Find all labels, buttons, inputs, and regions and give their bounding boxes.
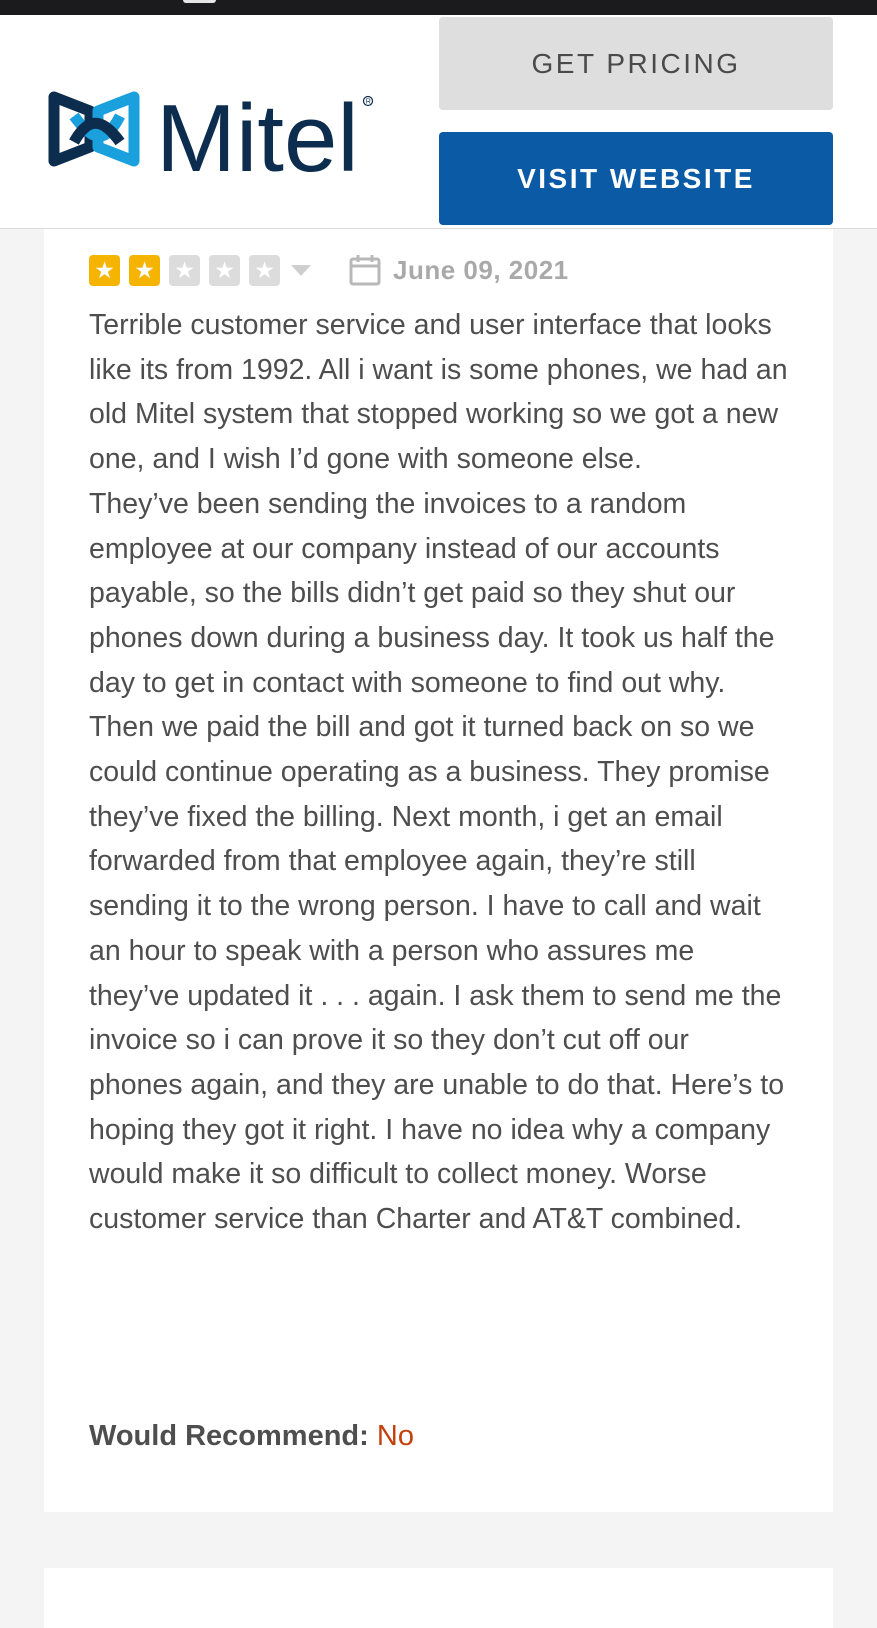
rating-row [89, 254, 569, 286]
review-body [89, 303, 789, 1242]
star-icon: ★ [169, 255, 200, 286]
visit-website-button[interactable]: VISIT WEBSITE [439, 132, 833, 225]
review-paragraph-2: They’ve been sending the invoices to a random employee at our company instead of our accounts payable, so the bills didn’t get paid so they shut our phones down during a business day. It took us half the day to get in contact with someone to find out why. Then we paid the bill and got it turned back on so we could continue operating as a business. They promise they’ve fixed the billing. Next month, i get an email forwarded from that employee again, they’re still sending it to the wrong person. I have to call and wait an hour to speak with a person who assures me they’ve updated it . . . again. I ask them to send me the invoice so i can prove it so they don’t cut off our phones again, and they are unable to do that. Here’s to hoping they got it right. I have no idea why a company would make it so difficult to collect money. Worse customer service than Charter and AT&T combined. [89, 487, 785, 1236]
mitel-logo-icon[interactable] [46, 81, 391, 177]
recommend-label: Would Recommend: [89, 1420, 369, 1452]
star-rating [89, 255, 289, 286]
star-icon: ★ [209, 255, 240, 286]
get-pricing-button[interactable]: GET PRICING [439, 17, 833, 110]
would-recommend [89, 1420, 414, 1453]
logo-wordmark: Mitel [156, 85, 359, 177]
review-paragraph-1: Terrible customer service and user interface that looks like its from 1992. All i want is some phones, we had an old Mitel system that stopped working so we got a new one, and I wish I’d gone with someone else. [89, 309, 788, 476]
next-review-card [44, 1568, 833, 1628]
recommend-value: No [376, 1420, 414, 1452]
star-icon: ★ [89, 255, 120, 286]
status-bar-indicator [183, 0, 216, 3]
status-bar [0, 0, 877, 15]
star-icon: ★ [249, 255, 280, 286]
product-header [0, 15, 877, 229]
star-icon: ★ [129, 255, 160, 286]
calendar-icon [349, 254, 381, 286]
svg-text:R: R [365, 98, 371, 106]
review-date: June 09, 2021 [393, 254, 569, 285]
chevron-down-icon[interactable] [291, 265, 311, 276]
